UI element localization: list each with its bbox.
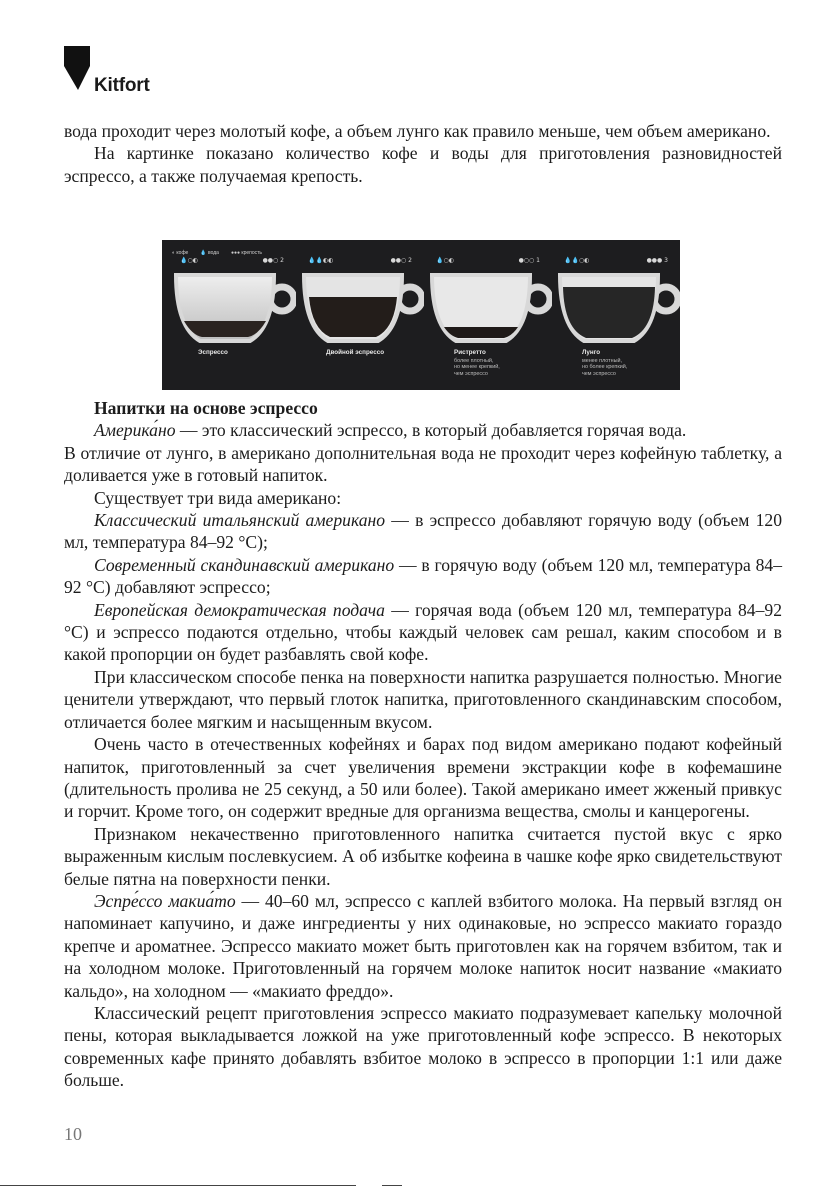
cup-name: Эспрессо [198,349,228,356]
cup-double-espresso [298,255,424,387]
macchiato-term: Эспре́ссо макиа́то [94,890,236,911]
sign-paragraph: Признаком некачественно приготовленного напитка считается пустой вкус с ярко выраженным кислым послевкусием. А об избытке кофеина в чашке кофе ярко свидетельствуют белые пятна на поверхности пенки. [64,823,782,889]
cup-name: Лунго [582,349,601,356]
intro-paragraph-1: вода проходит через молотый кофе, а объем лунго как правило меньше, чем объем американо. [64,121,771,141]
americano-term: Америка́но [94,420,176,441]
three-types-paragraph: Существует три вида американо: [94,487,342,508]
cup-description: менее плотный, но более крепкий, чем эспрессо [582,358,628,377]
kitfort-logo [64,46,184,96]
type1-definition: — в эспрессо добавляют горячую воду (объем 120 мл, температура 84–92 °C); [64,510,782,553]
type2-term: Современный скандинавский американо [94,554,395,575]
legend-strength: ●●● крепость [230,250,263,256]
type3-term: Европейская демократическая подача [94,599,385,620]
cup-lungo [554,255,680,387]
often-paragraph: Очень часто в отечественных кофейнях и барах под видом американо подают кофейный напиток, приготовленный за счет увеличения времени экстракции кофе в кофемашине (длительность пролива не 25 секунд, а 50 или более). Такой американо имеет жженый привкус и горчит. Кроме того, он содержит вредные для организма вещества, смолы и канцерогены. [64,734,782,822]
legend-water: 💧 вода [200,250,219,256]
cup-espresso-icon [170,265,296,347]
kitfort-logo-icon [64,46,92,90]
type1-term: Классический итальянский американо [94,510,386,531]
cup-double-espresso-icon [298,265,424,347]
cup-name: Двойной эспрессо [326,349,385,356]
cup-espresso [170,255,296,387]
americano-definition: — это классический эспрессо, в который добавляется горячая вода. [175,420,687,441]
cup-strength: ●●○ 2 [390,257,412,264]
bottom-divider-short [382,1185,402,1186]
cup-ingredients: 💧💧○◐ [564,257,590,264]
section-heading: Напитки на основе эспрессо [94,398,318,418]
intro-paragraph-2: На картинке показано количество кофе и воды для приготовления разновидностей эспрессо, а также получаемая крепость. [64,143,782,186]
recipe-paragraph: Классический рецепт приготовления эспрессо макиато подразумевает капельку молочной пены, которая выкладывается ложкой на уже приготовленный кофе эспрессо. В некоторых современных кафе принято добавлять взбитое молоко в эспрессо в пропорции 1:1 или даже больше. [64,1002,782,1091]
main-text [64,397,782,1092]
bottom-divider [0,1185,356,1186]
lungo-paragraph: В отличие от лунго, в американо дополнительная вода не проходит через кофейную таблетку, а доливается уже в готовый напиток. [64,442,782,486]
cup-ingredients: 💧💧◐◐ [308,257,334,264]
cup-ristretto-icon [426,265,552,347]
cup-description: более плотный, но менее крепкий, чем эспрессо [454,358,500,377]
type3-definition: — горячая вода (объем 120 мл, температура 84–92 °C) и эспрессо подаются отдельно, чтобы каждый человек сам решал, каким способом и в какой пропорции он будет разбавлять свой кофе. [64,599,782,665]
cup-strength: ●●○ 2 [262,257,284,264]
page-number: 10 [64,1124,82,1144]
cup-strength: ●●● 3 [646,257,668,264]
cup-ristretto [426,255,552,387]
cup-name: Ристретто [454,349,486,356]
cup-ingredients: 💧○◐ [180,257,198,264]
type2-definition: — в горячую воду (объем 120 мл, температура 84–92 °C) добавляют эспрессо; [64,554,782,598]
cup-strength: ●○○ 1 [518,257,540,264]
macchiato-definition: — 40–60 мл, эспрессо с каплей взбитого молока. На первый взгляд он напоминает капучино, и даже ингредиенты у них одинаковые, но эспрессо макиато гораздо крепче и ароматнее. Эспрессо макиато может быть приготовлен как на горячем взбитом, так и на холодном молоке. Приготовленный на горячем молоке напиток носит название «макиато кальдо», на холодном — «макиато фреддо». [64,890,782,1001]
cup-ingredients: 💧○◐ [436,257,454,264]
brand-name: Kitfort [94,75,150,96]
cup-lungo-icon [554,265,680,347]
legend-coffee: ◐ кофе [172,250,189,256]
espresso-varieties-figure [162,240,680,390]
classic-paragraph: При классическом способе пенка на поверхности напитка разрушается полностью. Многие ценители утверждают, что первый глоток напитка, приготовленного скандинавским способом, отличается более мягким и насыщенным вкусом. [64,666,782,732]
intro-text [64,120,782,187]
